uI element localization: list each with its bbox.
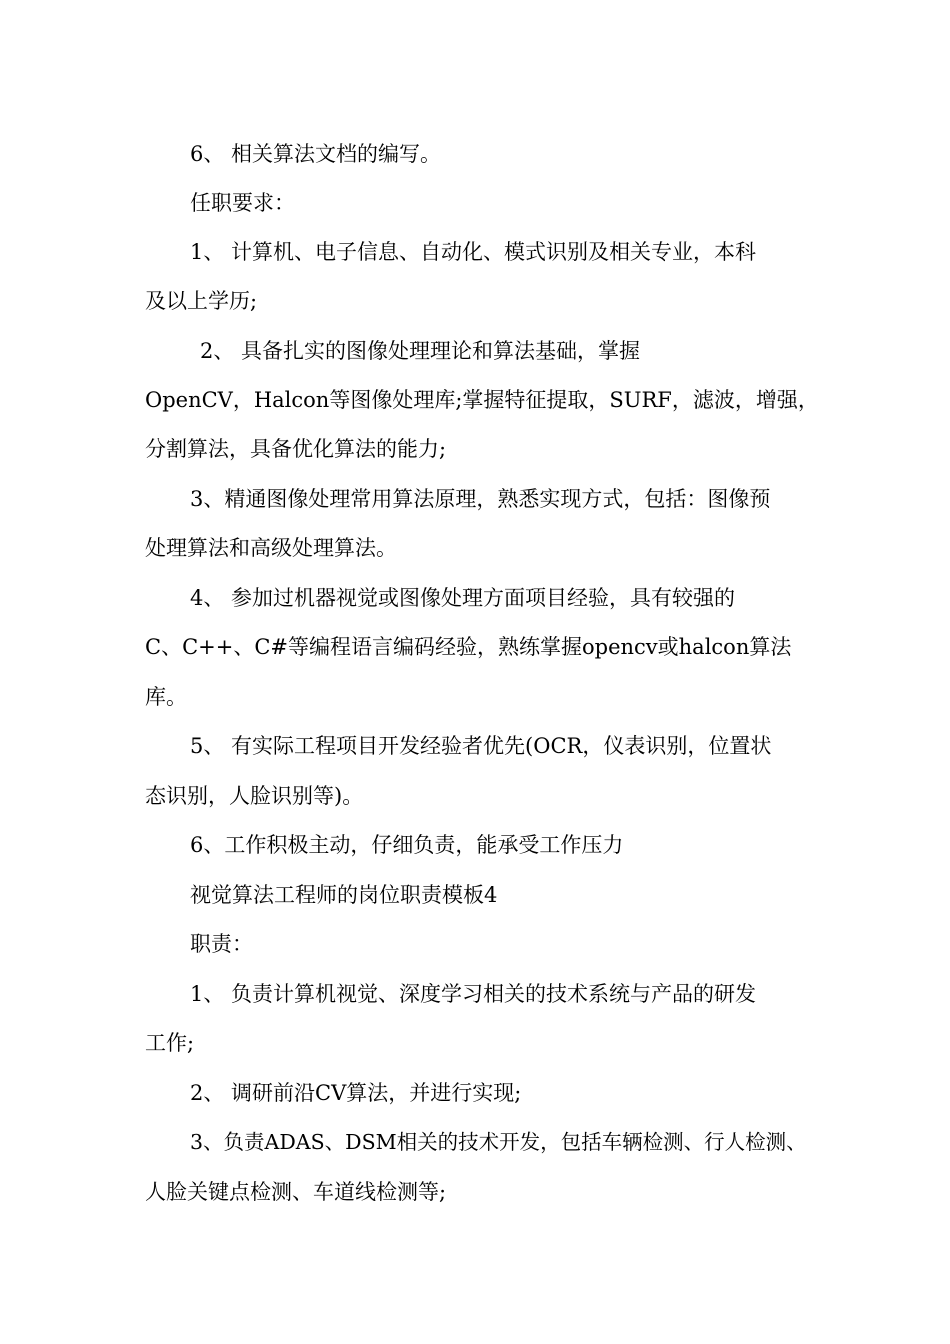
duties-heading: 职责： <box>190 932 253 956</box>
requirement-item-1-line-2: 及以上学历; <box>145 289 258 313</box>
section-title: 视觉算法工程师的岗位职责模板4 <box>190 883 498 907</box>
requirement-item-2-line-1: 2、 具备扎实的图像处理理论和算法基础，掌握 <box>200 339 641 363</box>
duty-item-1-line-1: 1、 负责计算机视觉、深度学习相关的技术系统与产品的研发 <box>190 982 757 1006</box>
requirement-item-1-line-1: 1、 计算机、电子信息、自动化、模式识别及相关专业，本科 <box>190 240 757 264</box>
requirements-heading: 任职要求： <box>190 191 295 215</box>
requirement-item-4-line-3: 库。 <box>145 685 187 709</box>
requirement-item-5-line-1: 5、 有实际工程项目开发经验者优先(OCR，仪表识别，位置状 <box>190 734 772 758</box>
duty-item-1-line-2: 工作; <box>145 1031 195 1055</box>
duty-item-6: 6、 相关算法文档的编写。 <box>190 142 442 166</box>
requirement-item-4-line-1: 4、 参加过机器视觉或图像处理方面项目经验，具有较强的 <box>190 586 736 610</box>
requirement-item-5-line-2: 态识别，人脸识别等)。 <box>145 784 364 808</box>
requirement-item-2-line-3: 分割算法，具备优化算法的能力; <box>145 437 447 461</box>
duty-item-2: 2、 调研前沿CV算法，并进行实现; <box>190 1081 522 1105</box>
duty-item-3-line-2: 人脸关键点检测、车道线检测等; <box>145 1180 447 1204</box>
requirement-item-3-line-2: 处理算法和高级处理算法。 <box>145 536 397 560</box>
duty-item-3-line-1: 3、负责ADAS、DSM相关的技术开发，包括车辆检测、行人检测、 <box>190 1130 807 1154</box>
requirement-item-2-line-2: OpenCV，Halcon等图像处理库;掌握特征提取，SURF，滤波，增强， <box>145 388 819 412</box>
requirement-item-6: 6、工作积极主动，仔细负责，能承受工作压力 <box>190 833 624 857</box>
requirement-item-4-line-2: C、C++、C#等编程语言编码经验，熟练掌握opencv或halcon算法 <box>145 635 792 659</box>
requirement-item-3-line-1: 3、精通图像处理常用算法原理，熟悉实现方式，包括：图像预 <box>190 487 771 511</box>
